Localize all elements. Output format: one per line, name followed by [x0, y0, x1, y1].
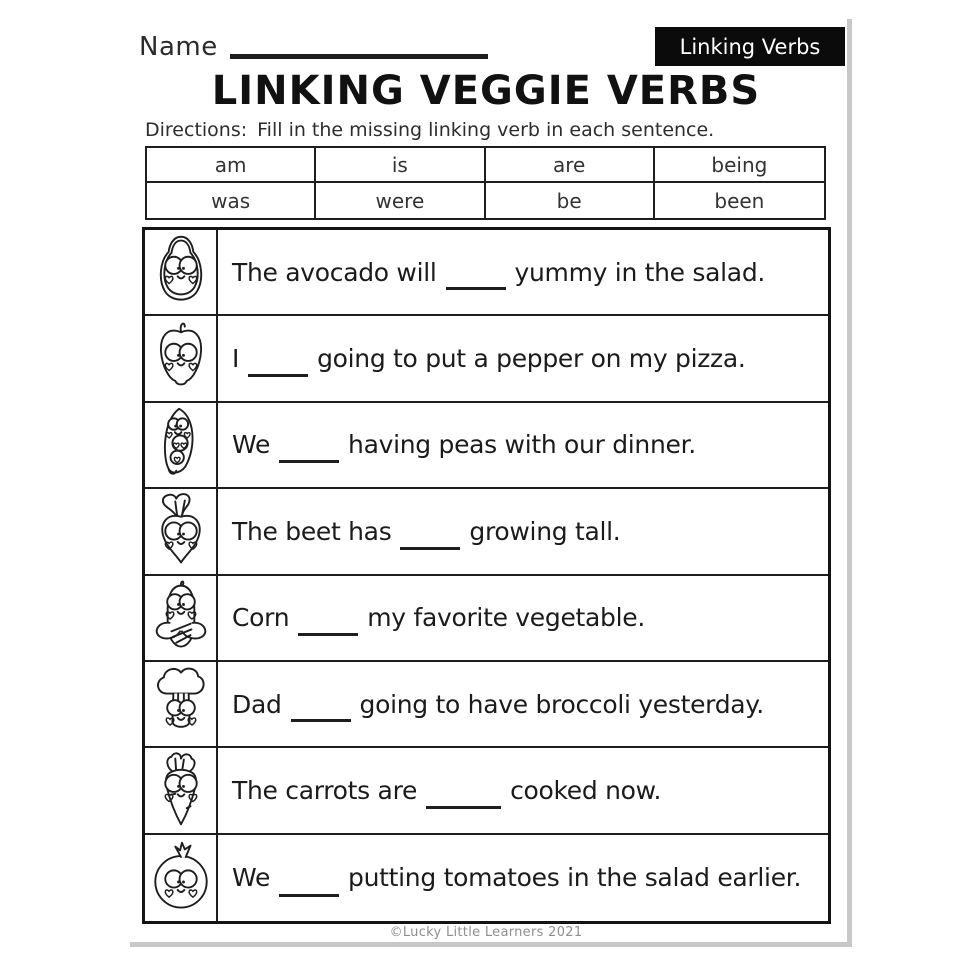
sentence-post: putting tomatoes in the salad earlier. — [348, 863, 802, 893]
directions-text: Fill in the missing linking verb in each sentence. — [257, 119, 715, 141]
veggie-icon-cell — [145, 748, 218, 832]
answer-blank[interactable] — [446, 286, 506, 290]
word-bank-cell: were — [316, 183, 485, 218]
name-input-line[interactable] — [230, 54, 488, 59]
page-title: LINKING VEGGIE VERBS — [211, 68, 761, 114]
sentence-post: going to put a pepper on my pizza. — [317, 344, 746, 374]
sentence-pre: We — [232, 863, 271, 893]
sentence-post: going to have broccoli yesterday. — [359, 689, 764, 719]
answer-blank[interactable] — [298, 632, 358, 636]
word-bank-cell: am — [147, 148, 316, 183]
sentence-pre: The beet has — [232, 516, 392, 546]
word-bank-cell: are — [486, 148, 655, 183]
exercise-row — [145, 576, 828, 662]
veggie-icon-cell — [145, 403, 218, 487]
beet-icon — [150, 491, 212, 571]
sentence-pre: I — [232, 344, 240, 374]
sentence-pre: Dad — [232, 689, 282, 719]
name-row — [139, 32, 488, 62]
copyright-footer: ©Lucky Little Learners 2021 — [389, 925, 583, 940]
sentence-post: my favorite vegetable. — [367, 603, 646, 633]
sentence — [218, 662, 828, 746]
exercise-row — [145, 230, 828, 316]
broccoli-icon — [150, 664, 212, 744]
carrot-icon — [150, 751, 212, 831]
exercise-row — [145, 662, 828, 748]
sentence-post: growing tall. — [469, 516, 621, 546]
peas-icon — [150, 405, 212, 485]
tomato-icon — [150, 838, 212, 918]
sentence-pre: The carrots are — [232, 776, 418, 806]
word-bank-cell: is — [316, 148, 485, 183]
corn-icon — [150, 578, 212, 658]
sentence — [218, 403, 828, 487]
sentence-pre: Corn — [232, 603, 290, 633]
answer-blank[interactable] — [400, 546, 460, 550]
veggie-icon-cell — [145, 230, 218, 314]
sentence-pre: The avocado will — [232, 257, 437, 287]
topic-badge — [655, 27, 845, 66]
directions — [145, 119, 714, 141]
exercise-row — [145, 748, 828, 834]
sentence — [218, 835, 828, 921]
word-bank-cell: been — [714, 188, 765, 213]
word-bank-table — [145, 146, 826, 220]
sentence-pre: We — [232, 430, 271, 460]
exercise-row — [145, 489, 828, 575]
answer-blank[interactable] — [279, 893, 339, 897]
veggie-icon-cell — [145, 662, 218, 746]
sentence — [218, 748, 828, 832]
answer-blank[interactable] — [426, 805, 501, 809]
sentence — [218, 316, 828, 400]
answer-blank[interactable] — [291, 718, 351, 722]
pepper-icon — [150, 319, 212, 399]
sentence-post: yummy in the salad. — [514, 257, 766, 287]
veggie-icon-cell — [145, 576, 218, 660]
sentence — [218, 576, 828, 660]
answer-blank[interactable] — [248, 373, 308, 377]
exercise-row — [145, 316, 828, 402]
sentence-post: cooked now. — [510, 776, 662, 806]
word-bank-cell: be — [486, 183, 655, 218]
avocado-icon — [150, 232, 212, 312]
exercise-row — [145, 403, 828, 489]
veggie-icon-cell — [145, 489, 218, 573]
answer-blank[interactable] — [279, 459, 339, 463]
sentence-post: having peas with our dinner. — [348, 430, 696, 460]
veggie-icon-cell — [145, 316, 218, 400]
name-label: Name — [139, 32, 218, 62]
worksheet-page — [125, 14, 847, 942]
word-bank-cell: being — [655, 148, 824, 183]
exercise-table — [142, 227, 831, 924]
word-bank-cell: was — [147, 183, 316, 218]
sentence — [218, 489, 828, 573]
veggie-icon-cell — [145, 835, 218, 921]
sentence — [218, 230, 828, 314]
topic-badge-label: Linking Verbs — [679, 34, 821, 59]
exercise-row — [145, 835, 828, 921]
directions-label: Directions: — [145, 119, 248, 141]
